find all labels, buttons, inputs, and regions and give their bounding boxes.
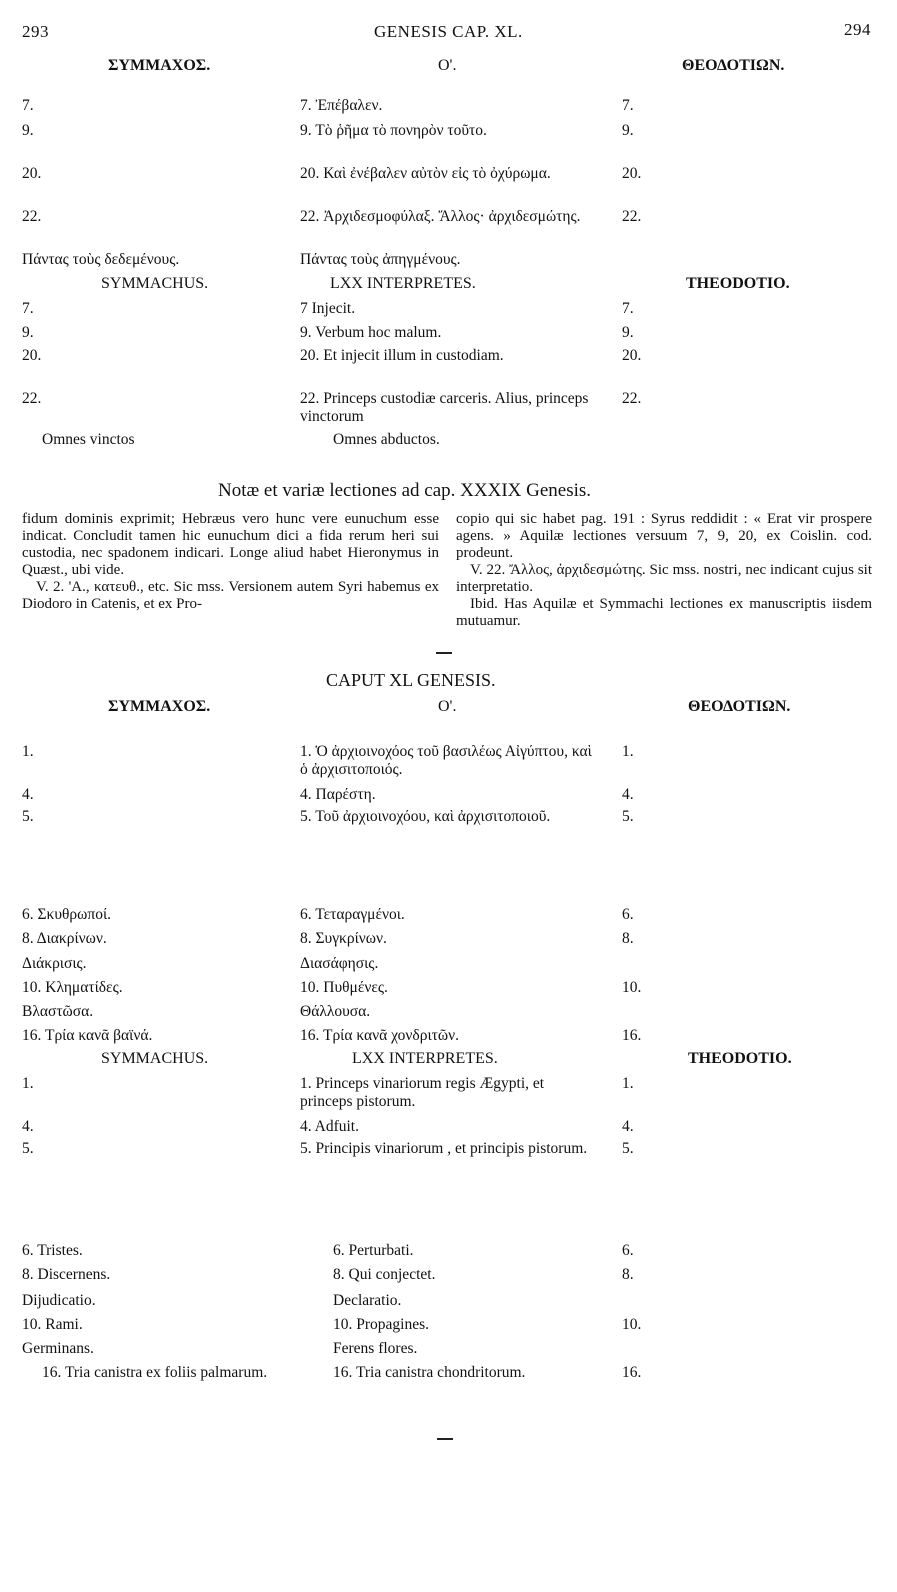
lxx-cell: 6. Perturbati. bbox=[333, 1242, 414, 1259]
symmachus-cell: 5. bbox=[22, 808, 34, 825]
lxx-cell: Θάλλουσα. bbox=[300, 1003, 371, 1020]
symmachus-cell: Omnes vinctos bbox=[42, 431, 135, 448]
symmachus-cell: 5. bbox=[22, 1140, 34, 1157]
lxx-cell: 6. Τεταραγμένοι. bbox=[300, 906, 405, 923]
lxx-cell: 5. Τοῦ ἀρχιοινοχόου, καὶ ἀρχισιτοποιοῦ. bbox=[300, 808, 551, 825]
lxx-cell: 22. Ἀρχιδεσμοφύλαξ. Ἄλλος· ἀρχιδεσμώτης. bbox=[300, 208, 581, 225]
theodotion-cell: 6. bbox=[622, 1242, 634, 1259]
lxx-cell: 8. Συγκρίνων. bbox=[300, 930, 387, 947]
symmachus-cell: 6. Tristes. bbox=[22, 1242, 83, 1259]
column-head-lxx-greek: Ο'. bbox=[438, 698, 457, 715]
symmachus-cell: 9. bbox=[22, 324, 34, 341]
theodotion-cell: 16. bbox=[622, 1364, 642, 1381]
lxx-cell: 4. Παρέστη. bbox=[300, 786, 376, 803]
symmachus-cell: 10. Rami. bbox=[22, 1316, 83, 1333]
lxx-cell: 16. Tria canistra chondritorum. bbox=[333, 1364, 526, 1381]
column-head-symmachus-greek: ΣΥΜΜΑΧΟΣ. bbox=[108, 698, 211, 715]
note-paragraph: fidum dominis exprimit; Hebræus vero hunc vere eunuchum esse indicat. Concludit tamen hic eunuchum dici a fida rerum heri sui custodia, nec spadonem indicari. Longe aliud habet Hieronymus in Quæst., ubi vide. bbox=[22, 511, 439, 578]
lxx-cell: 7 Injecit. bbox=[300, 300, 356, 317]
theodotion-cell: 16. bbox=[622, 1027, 642, 1044]
note-paragraph: V. 22. Ἄλλος, ἀρχιδεσμώτης. Sic mss. nostri, nec indicant cujus sit interpretatio. bbox=[456, 562, 872, 595]
theodotion-cell: 22. bbox=[622, 390, 642, 407]
symmachus-cell: Dijudicatio. bbox=[22, 1292, 96, 1309]
symmachus-cell: 1. bbox=[22, 743, 34, 760]
lxx-cell: 20. Et injecit illum in custodiam. bbox=[300, 347, 504, 364]
column-head-theodotion-greek: ΘΕΟΔΟΤΙΩΝ. bbox=[688, 698, 791, 715]
lxx-cell: 1. Ὁ ἀρχιοινοχόος τοῦ βασιλέως Αἰγύπτου, καὶ ὁ ἀρχισιτοποιός. bbox=[300, 743, 592, 778]
lxx-cell: 10. Propagines. bbox=[333, 1316, 430, 1333]
theodotion-cell: 7. bbox=[622, 97, 634, 114]
symmachus-cell: Πάντας τοὺς δεδεμένους. bbox=[22, 251, 180, 268]
theodotion-cell: 20. bbox=[622, 347, 642, 364]
lxx-cell: 1. Princeps vinariorum regis Ægypti, et princeps pistorum. bbox=[300, 1075, 545, 1110]
lxx-cell: 10. Πυθμένες. bbox=[300, 979, 388, 996]
lxx-cell: Ferens flores. bbox=[333, 1340, 418, 1357]
divider bbox=[436, 652, 452, 654]
symmachus-cell: 10. Κληματίδες. bbox=[22, 979, 123, 996]
symmachus-cell: 20. bbox=[22, 165, 42, 182]
theodotion-cell: 1. bbox=[622, 1075, 634, 1092]
lxx-cell: 22. Princeps custodiæ carceris. Alius, princeps vinctorum bbox=[300, 390, 589, 425]
column-head-lxx-latin: LXX INTERPRETES. bbox=[330, 275, 476, 292]
divider bbox=[437, 1438, 453, 1440]
lxx-cell: Declaratio. bbox=[333, 1292, 402, 1309]
symmachus-cell: 7. bbox=[22, 300, 34, 317]
notes-right-column bbox=[456, 511, 872, 630]
note-paragraph: Ibid. Has Aquilæ et Symmachi lectiones ex manuscriptis iisdem mutuamur. bbox=[456, 596, 872, 629]
theodotion-cell: 1. bbox=[622, 743, 634, 760]
symmachus-cell: Διάκρισις. bbox=[22, 955, 87, 972]
page-number-right: 294 bbox=[844, 20, 871, 39]
lxx-cell: 7. Ἐπέβαλεν. bbox=[300, 97, 383, 114]
lxx-cell: Διασάφησις. bbox=[300, 955, 379, 972]
symmachus-cell: 22. bbox=[22, 390, 42, 407]
lxx-cell: 4. Adfuit. bbox=[300, 1118, 359, 1135]
lxx-cell: Πάντας τοὺς ἀπηγμένους. bbox=[300, 251, 461, 268]
lxx-cell: 16. Τρία κανᾶ χονδριτῶν. bbox=[300, 1027, 459, 1044]
note-paragraph: V. 2. 'A., κατευθ., etc. Sic mss. Versionem autem Syri habemus ex Diodoro in Catenis, et ex Pro- bbox=[22, 579, 439, 612]
column-head-theodotion-latin: THEODOTIO. bbox=[688, 1050, 792, 1067]
lxx-cell: 9. Verbum hoc malum. bbox=[300, 324, 442, 341]
symmachus-cell: 20. bbox=[22, 347, 42, 364]
symmachus-cell: 22. bbox=[22, 208, 42, 225]
theodotion-cell: 22. bbox=[622, 208, 642, 225]
theodotion-cell: 4. bbox=[622, 786, 634, 803]
lxx-cell: 5. Principis vinariorum , et principis pistorum. bbox=[300, 1140, 588, 1157]
theodotion-cell: 20. bbox=[622, 165, 642, 182]
lxx-cell: Omnes abductos. bbox=[333, 431, 440, 448]
symmachus-cell: Germinans. bbox=[22, 1340, 94, 1357]
lxx-cell: 8. Qui conjectet. bbox=[333, 1266, 436, 1283]
caput-title: CAPUT XL GENESIS. bbox=[326, 670, 496, 690]
theodotion-cell: 10. bbox=[622, 979, 642, 996]
note-paragraph: copio qui sic habet pag. 191 : Syrus reddidit : « Erat vir prospere agens. » Aquilæ lectiones versuum 7, 9, 20, ex Coislin. cod. prodeunt. bbox=[456, 511, 872, 561]
symmachus-cell: 7. bbox=[22, 97, 34, 114]
symmachus-cell: 16. Tria canistra ex foliis palmarum. bbox=[42, 1364, 268, 1381]
column-head-theodotion-greek: ΘΕΟΔΟΤΙΩΝ. bbox=[682, 57, 785, 74]
column-head-theodotion-latin: THEODOTIO. bbox=[686, 275, 790, 292]
symmachus-cell: 6. Σκυθρωποί. bbox=[22, 906, 111, 923]
symmachus-cell: 1. bbox=[22, 1075, 34, 1092]
symmachus-cell: 9. bbox=[22, 122, 34, 139]
symmachus-cell: 8. Discernens. bbox=[22, 1266, 111, 1283]
lxx-cell: 20. Καὶ ἐνέβαλεν αὐτὸν εἰς τὸ ὀχύρωμα. bbox=[300, 165, 551, 182]
column-head-symmachus-latin: SYMMACHUS. bbox=[101, 275, 209, 292]
symmachus-cell: Βλαστῶσα. bbox=[22, 1003, 94, 1020]
theodotion-cell: 5. bbox=[622, 1140, 634, 1157]
running-title: GENESIS CAP. XL. bbox=[374, 22, 523, 41]
theodotion-cell: 9. bbox=[622, 122, 634, 139]
symmachus-cell: 4. bbox=[22, 786, 34, 803]
theodotion-cell: 10. bbox=[622, 1316, 642, 1333]
column-head-lxx-greek: Ο'. bbox=[438, 57, 457, 74]
notes-left-column bbox=[22, 511, 439, 613]
notes-title: Notæ et variæ lectiones ad cap. XXXIX Genesis. bbox=[218, 480, 592, 501]
column-head-symmachus-latin: SYMMACHUS. bbox=[101, 1050, 209, 1067]
theodotion-cell: 8. bbox=[622, 1266, 634, 1283]
page-number-left: 293 bbox=[22, 22, 49, 41]
symmachus-cell: 8. Διακρίνων. bbox=[22, 930, 107, 947]
column-head-symmachus-greek: ΣΥΜΜΑΧΟΣ. bbox=[108, 57, 211, 74]
lxx-cell: 9. Τὸ ῥῆμα τὸ πονηρὸν τοῦτο. bbox=[300, 122, 487, 139]
theodotion-cell: 4. bbox=[622, 1118, 634, 1135]
theodotion-cell: 7. bbox=[622, 300, 634, 317]
theodotion-cell: 9. bbox=[622, 324, 634, 341]
theodotion-cell: 6. bbox=[622, 906, 634, 923]
theodotion-cell: 5. bbox=[622, 808, 634, 825]
column-head-lxx-latin: LXX INTERPRETES. bbox=[352, 1050, 498, 1067]
symmachus-cell: 16. Τρία κανᾶ βαϊνά. bbox=[22, 1027, 153, 1044]
theodotion-cell: 8. bbox=[622, 930, 634, 947]
symmachus-cell: 4. bbox=[22, 1118, 34, 1135]
